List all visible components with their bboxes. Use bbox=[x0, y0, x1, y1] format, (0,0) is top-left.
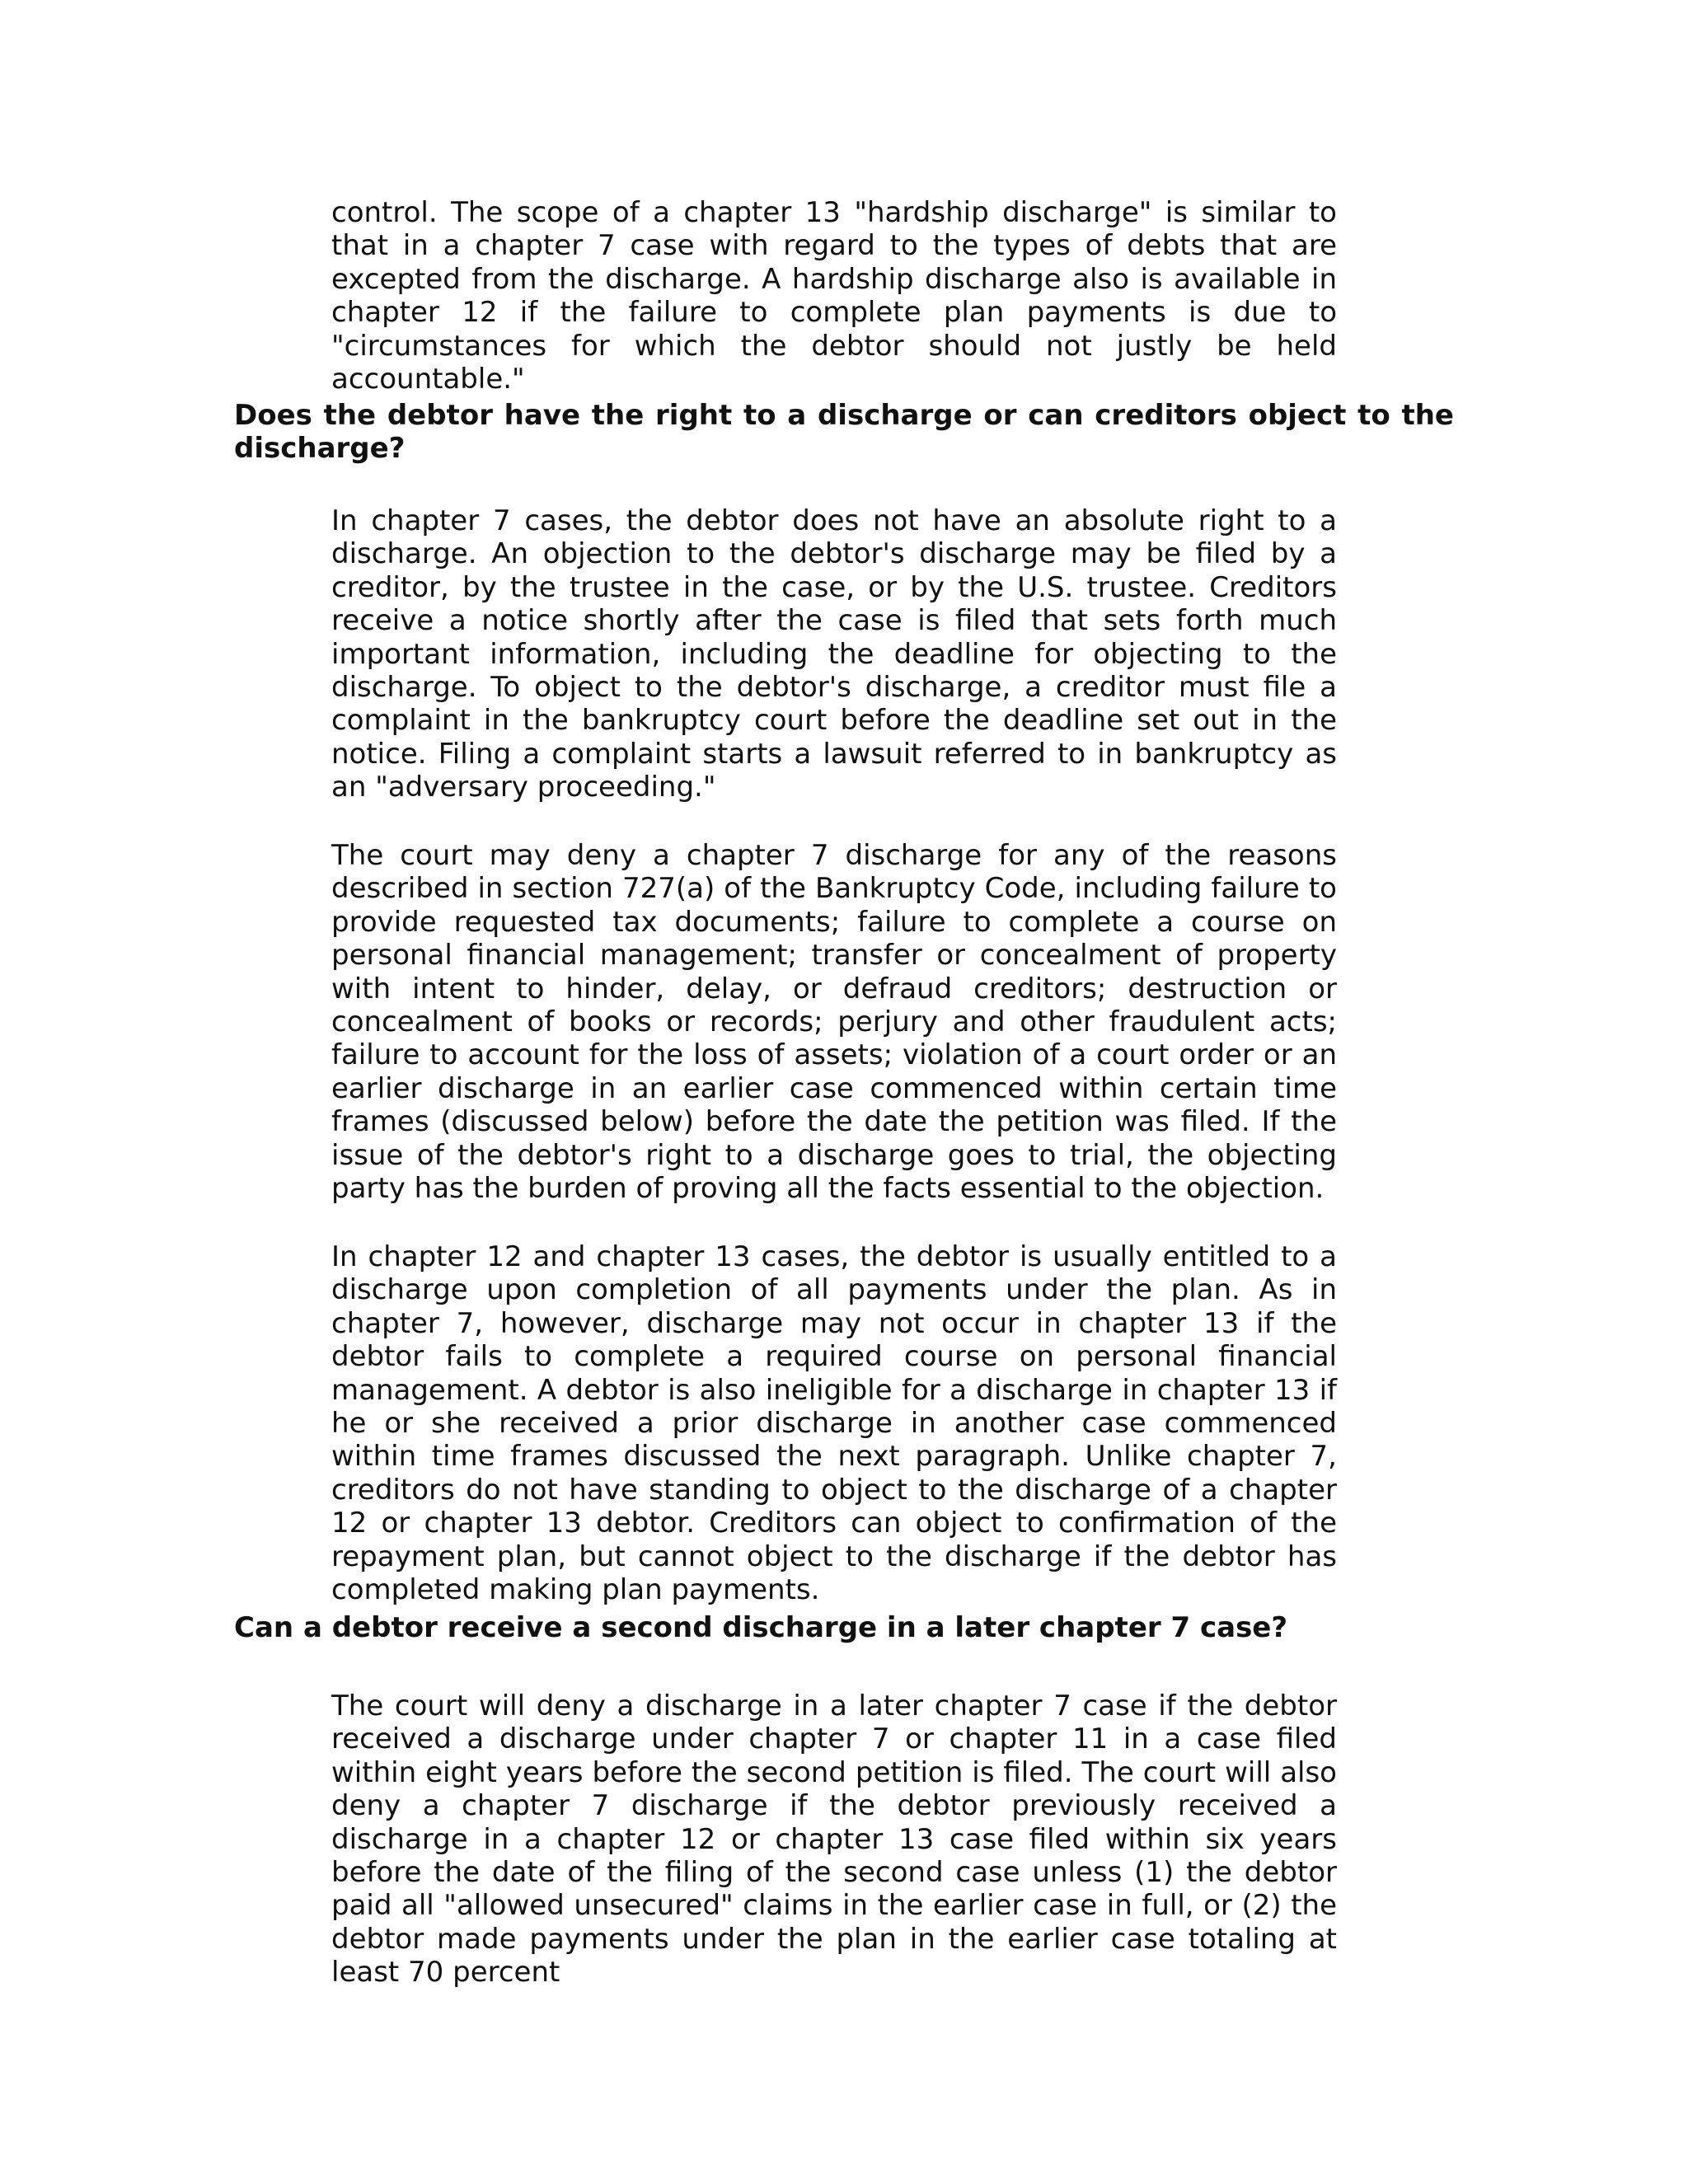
heading-right-to-discharge: Does the debtor have the right to a discharge or can creditors object to the discharge? bbox=[234, 399, 1454, 466]
heading-second-discharge: Can a debtor receive a second discharge in a later chapter 7 case? bbox=[234, 1611, 1288, 1644]
paragraph-later-chapter7: The court will deny a discharge in a later chapter 7 case if the debtor received a discharge under chapter 7 or chapter 11 in a case filed within eight years before the second petition is filed. The court will also deny a chapter 7 discharge if the debtor previously received a discharge in a chapter 12 or chapter 13 case filed within six years before the date of the filing of the second case unless (1) the debtor paid all "allowed unsecured" claims in the earlier case in full, or (2) the debtor made payments under the plan in the earlier case totaling at least 70 percent bbox=[331, 1690, 1337, 1990]
paragraph-chapter7-objection: In chapter 7 cases, the debtor does not have an absolute right to a discharge. An objection to the debtor's discharge may be filed by a creditor, by the trustee in the case, or by the U.S. trustee. Creditors receive a notice shortly after the case is filed that sets forth much important information, including the deadline for objecting to the discharge. To object to the debtor's discharge, a creditor must file a complaint in the bankruptcy court before the deadline set out in the notice. Filing a complaint starts a lawsuit referred to in bankruptcy as an "adversary proceeding." bbox=[331, 504, 1337, 804]
paragraph-chapter12-13: In chapter 12 and chapter 13 cases, the debtor is usually entitled to a discharge upon completion of all payments under the plan. As in chapter 7, however, discharge may not occur in chapter 13 if the debtor fails to complete a required course on personal financial management. A debtor is also ineligible for a discharge in chapter 13 if he or she received a prior discharge in another case commenced within time frames discussed the next paragraph. Unlike chapter 7, creditors do not have standing to object to the discharge of a chapter 12 or chapter 13 debtor. Creditors can object to confirmation of the repayment plan, but cannot object to the discharge if the debtor has completed making plan payments. bbox=[331, 1240, 1337, 1607]
paragraph-hardship-discharge: control. The scope of a chapter 13 "hardship discharge" is similar to that in a chapter 7 case with regard to the types of debts that are excepted from the discharge. A hardship discharge also is available in chapter 12 if the failure to complete plan payments is due to "circumstances for which the debtor should not justly be held accountable." bbox=[331, 196, 1337, 396]
paragraph-deny-discharge-reasons: The court may deny a chapter 7 discharge for any of the reasons described in section 727(a) of the Bankruptcy Code, including failure to provide requested tax documents; failure to complete a course on personal financial management; transfer or concealment of property with intent to hinder, delay, or defraud creditors; destruction or concealment of books or records; perjury and other fraudulent acts; failure to account for the loss of assets; violation of a court order or an earlier discharge in an earlier case commenced within certain time frames (discussed below) before the date the petition was filed. If the issue of the debtor's right to a discharge goes to trial, the objecting party has the burden of proving all the facts essential to the objection. bbox=[331, 839, 1337, 1206]
